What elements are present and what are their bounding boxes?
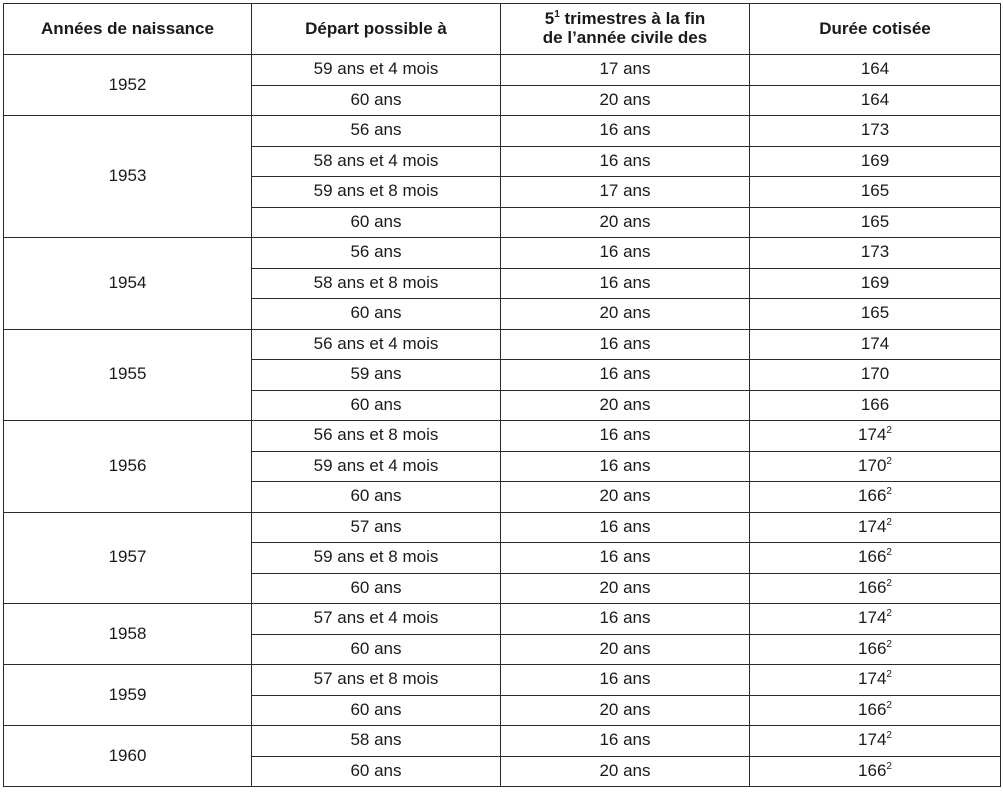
table-body [4, 55, 1001, 787]
duration-cell [750, 512, 1001, 543]
quarters-age-cell: 17 ans [501, 177, 750, 208]
departure-cell: 60 ans [252, 634, 501, 665]
table-row [4, 329, 1001, 360]
departure-cell: 60 ans [252, 299, 501, 330]
quarters-age-cell: 16 ans [501, 116, 750, 147]
departure-cell: 56 ans et 4 mois [252, 329, 501, 360]
header-birth-year: Années de naissance [4, 4, 252, 55]
duration-value: 174 [858, 608, 887, 628]
departure-cell: 57 ans et 8 mois [252, 665, 501, 696]
departure-cell: 58 ans et 8 mois [252, 268, 501, 299]
duration-cell [750, 421, 1001, 452]
quarters-age-cell: 16 ans [501, 360, 750, 391]
duration-value: 166 [858, 547, 887, 567]
birth-year-cell: 1955 [4, 329, 252, 421]
quarters-age-cell: 16 ans [501, 604, 750, 635]
table-row [4, 512, 1001, 543]
duration-value: 174 [858, 730, 887, 750]
duration-cell [750, 604, 1001, 635]
quarters-age-cell: 16 ans [501, 512, 750, 543]
departure-cell: 60 ans [252, 695, 501, 726]
table-row [4, 665, 1001, 696]
duration-value: 164 [860, 59, 890, 79]
duration-cell [750, 55, 1001, 86]
duration-cell [750, 726, 1001, 757]
quarters-age-cell: 20 ans [501, 207, 750, 238]
duration-value: 166 [858, 577, 887, 597]
departure-cell: 56 ans [252, 238, 501, 269]
departure-cell: 59 ans et 4 mois [252, 55, 501, 86]
birth-year-cell: 1956 [4, 421, 252, 513]
header-quarters-footnote: 1 [554, 9, 560, 21]
duration-value: 174 [858, 669, 887, 689]
duration-cell [750, 177, 1001, 208]
duration-cell [750, 360, 1001, 391]
departure-cell: 59 ans [252, 360, 501, 391]
departure-cell: 60 ans [252, 85, 501, 116]
duration-value: 165 [860, 211, 890, 231]
duration-cell [750, 207, 1001, 238]
table-row [4, 604, 1001, 635]
departure-cell: 58 ans [252, 726, 501, 757]
quarters-age-cell: 20 ans [501, 390, 750, 421]
departure-cell: 60 ans [252, 207, 501, 238]
duration-value: 170 [858, 455, 887, 475]
duration-footnote: 2 [886, 669, 892, 681]
table-row [4, 238, 1001, 269]
duration-cell [750, 756, 1001, 787]
duration-value: 173 [860, 242, 890, 262]
birth-year-cell: 1953 [4, 116, 252, 238]
departure-cell: 56 ans et 8 mois [252, 421, 501, 452]
header-quarters-prefix: 5 [544, 9, 555, 29]
duration-cell [750, 268, 1001, 299]
duration-footnote: 2 [886, 516, 892, 528]
duration-footnote: 2 [886, 547, 892, 559]
duration-footnote: 2 [886, 608, 892, 620]
departure-cell: 59 ans et 4 mois [252, 451, 501, 482]
duration-value: 165 [860, 303, 890, 323]
duration-value: 170 [860, 364, 890, 384]
departure-cell: 59 ans et 8 mois [252, 177, 501, 208]
duration-footnote: 2 [886, 730, 892, 742]
duration-cell [750, 390, 1001, 421]
duration-value: 166 [860, 394, 890, 414]
duration-value: 165 [860, 181, 890, 201]
duration-footnote: 2 [886, 760, 892, 772]
quarters-age-cell: 20 ans [501, 695, 750, 726]
table-row [4, 726, 1001, 757]
departure-cell: 60 ans [252, 390, 501, 421]
birth-year-cell: 1958 [4, 604, 252, 665]
quarters-age-cell: 20 ans [501, 756, 750, 787]
duration-cell [750, 116, 1001, 147]
duration-footnote: 2 [886, 638, 892, 650]
duration-cell [750, 85, 1001, 116]
header-departure: Départ possible à [252, 4, 501, 55]
quarters-age-cell: 20 ans [501, 85, 750, 116]
duration-value: 169 [860, 150, 890, 170]
duration-value: 174 [858, 425, 887, 445]
duration-cell [750, 238, 1001, 269]
duration-cell [750, 482, 1001, 513]
quarters-age-cell: 16 ans [501, 421, 750, 452]
duration-cell [750, 146, 1001, 177]
quarters-age-cell: 16 ans [501, 543, 750, 574]
departure-cell: 60 ans [252, 756, 501, 787]
table-row [4, 421, 1001, 452]
departure-cell: 60 ans [252, 482, 501, 513]
quarters-age-cell: 20 ans [501, 634, 750, 665]
duration-footnote: 2 [886, 577, 892, 589]
table-header [4, 4, 1001, 55]
header-quarters [501, 4, 750, 55]
quarters-age-cell: 16 ans [501, 238, 750, 269]
duration-value: 166 [858, 638, 887, 658]
duration-value: 169 [860, 272, 890, 292]
duration-cell [750, 329, 1001, 360]
header-quarters-line2: de l’année civile des [542, 28, 708, 47]
departure-cell: 58 ans et 4 mois [252, 146, 501, 177]
duration-value: 166 [858, 486, 887, 506]
duration-cell [750, 695, 1001, 726]
quarters-age-cell: 20 ans [501, 482, 750, 513]
duration-value: 173 [860, 120, 890, 140]
duration-cell [750, 543, 1001, 574]
quarters-age-cell: 16 ans [501, 146, 750, 177]
departure-cell: 59 ans et 8 mois [252, 543, 501, 574]
quarters-age-cell: 16 ans [501, 451, 750, 482]
quarters-age-cell: 17 ans [501, 55, 750, 86]
duration-value: 174 [860, 333, 890, 353]
duration-cell [750, 299, 1001, 330]
quarters-age-cell: 20 ans [501, 299, 750, 330]
quarters-age-cell: 16 ans [501, 665, 750, 696]
duration-cell [750, 451, 1001, 482]
birth-year-cell: 1957 [4, 512, 252, 604]
departure-cell: 57 ans [252, 512, 501, 543]
birth-year-cell: 1952 [4, 55, 252, 116]
departure-cell: 60 ans [252, 573, 501, 604]
duration-footnote: 2 [886, 486, 892, 498]
quarters-age-cell: 16 ans [501, 329, 750, 360]
header-duration: Durée cotisée [750, 4, 1001, 55]
duration-footnote: 2 [886, 425, 892, 437]
duration-value: 164 [860, 89, 890, 109]
birth-year-cell: 1960 [4, 726, 252, 787]
duration-value: 166 [858, 699, 887, 719]
duration-footnote: 2 [886, 699, 892, 711]
quarters-age-cell: 16 ans [501, 726, 750, 757]
quarters-age-cell: 16 ans [501, 268, 750, 299]
departure-cell: 57 ans et 4 mois [252, 604, 501, 635]
duration-cell [750, 634, 1001, 665]
duration-footnote: 2 [886, 455, 892, 467]
table-row [4, 116, 1001, 147]
quarters-age-cell: 20 ans [501, 573, 750, 604]
header-row [4, 4, 1001, 55]
duration-value: 166 [858, 760, 887, 780]
header-quarters-line1: trimestres à la fin [559, 9, 706, 29]
birth-year-cell: 1954 [4, 238, 252, 330]
table-row [4, 55, 1001, 86]
departure-cell: 56 ans [252, 116, 501, 147]
duration-cell [750, 573, 1001, 604]
duration-value: 174 [858, 516, 887, 536]
duration-cell [750, 665, 1001, 696]
retirement-table [3, 3, 1001, 787]
birth-year-cell: 1959 [4, 665, 252, 726]
